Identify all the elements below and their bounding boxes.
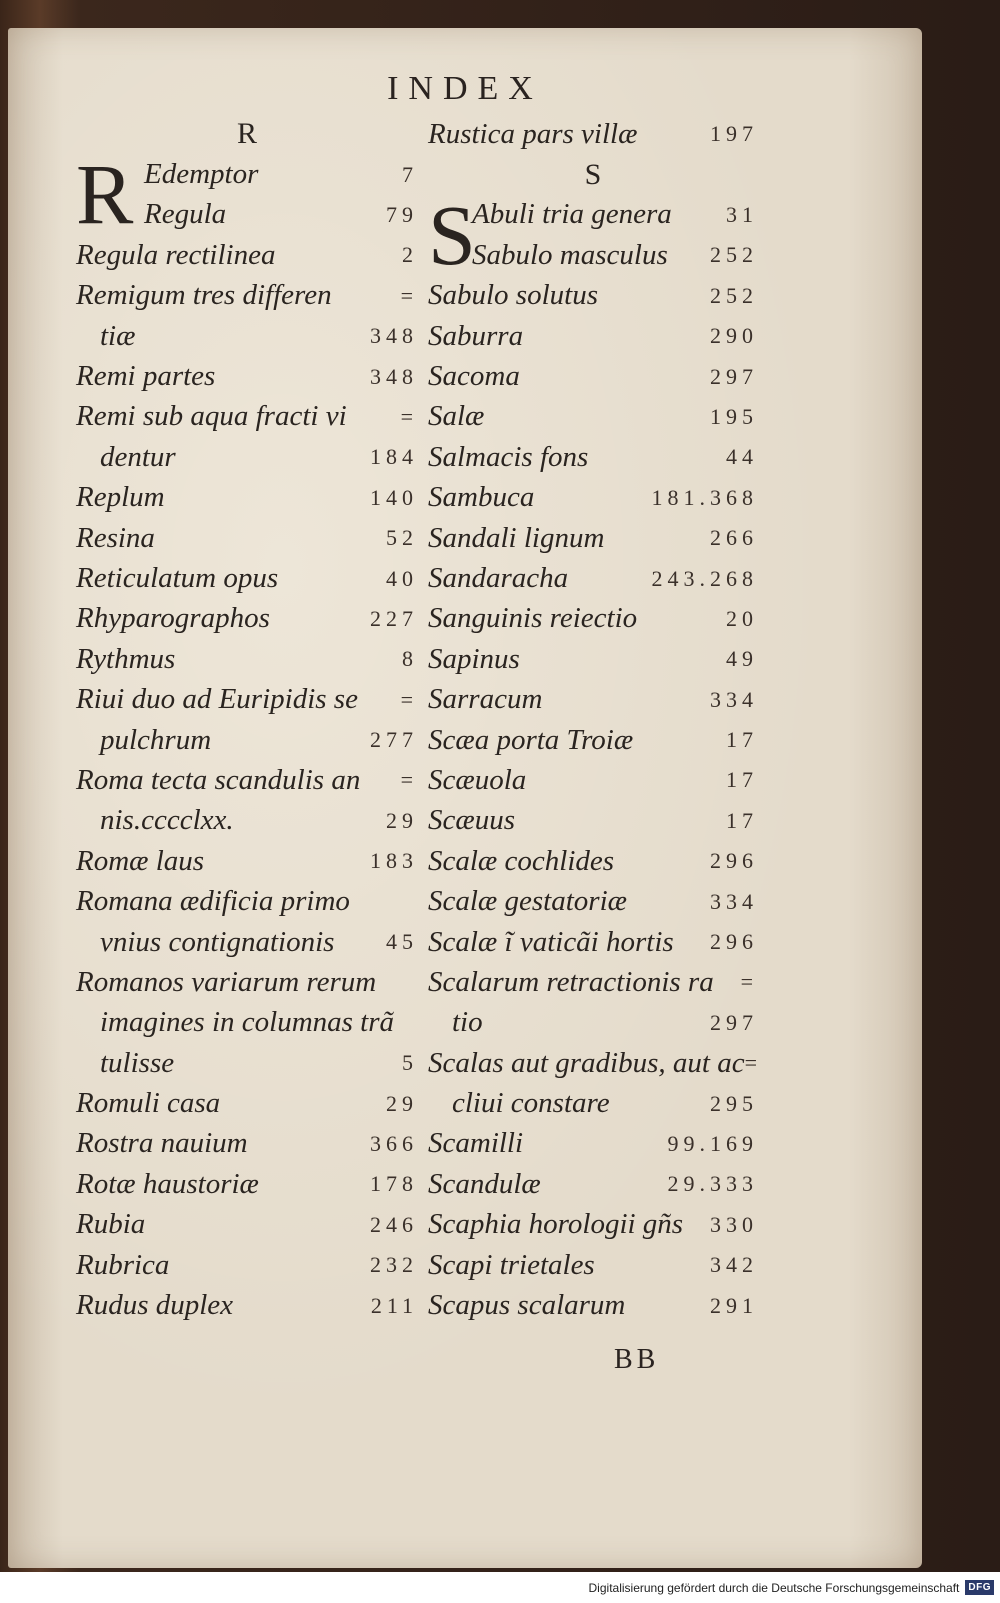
- entry-page-number: 17: [726, 727, 758, 753]
- index-entry: [76, 1205, 418, 1245]
- entry-term: Romæ laus: [76, 844, 205, 877]
- index-entry: [76, 679, 418, 719]
- entry-page-number: 29.333: [667, 1171, 758, 1197]
- entry-page-number: 178: [370, 1171, 418, 1197]
- entry-page-number: 44: [726, 444, 758, 470]
- entry-term: Edemptor: [144, 158, 259, 191]
- entry-page-number: =: [400, 403, 418, 429]
- entry-term: Reticulatum opus: [76, 562, 279, 594]
- entry-term: Sacoma: [428, 360, 520, 393]
- index-entry: [76, 881, 418, 921]
- entry-term: Salæ: [428, 400, 485, 433]
- index-entry: [428, 1285, 758, 1325]
- entry-term: Scalæ gestatoriæ: [428, 885, 627, 918]
- index-entry: [76, 1083, 418, 1123]
- entry-page-number: 17: [726, 767, 758, 793]
- index-entry: [76, 841, 418, 881]
- entry-term: cliui constare: [452, 1087, 610, 1120]
- entry-term: imagines in columnas trã: [100, 1006, 395, 1039]
- dropcap-entry-s: [428, 186, 758, 283]
- entry-page-number: 29: [386, 1090, 418, 1116]
- entry-term: Rhyparographos: [76, 602, 270, 635]
- index-entry: [76, 962, 418, 1002]
- index-entry: [428, 720, 758, 760]
- entry-term: Regula: [144, 198, 227, 231]
- entry-term: Scalæ ĩ vaticãi hortis: [428, 925, 674, 958]
- index-entry: [428, 679, 758, 719]
- index-entry: [76, 397, 418, 437]
- index-entry: [76, 639, 418, 679]
- index-entry: [428, 114, 758, 154]
- entry-page-number: 5: [402, 1050, 418, 1076]
- entry-page-number: 291: [710, 1292, 758, 1318]
- index-entry: [428, 1083, 758, 1123]
- entry-term: Sandaracha: [428, 562, 569, 594]
- entry-page-number: 140: [370, 484, 418, 510]
- entry-term: Sambuca: [428, 481, 535, 514]
- entry-page-number: 297: [710, 363, 758, 389]
- index-entry: [428, 962, 758, 1002]
- entry-page-number: 184: [370, 444, 418, 470]
- entry-term: Scamilli: [428, 1127, 524, 1160]
- entry-page-number: =: [740, 969, 758, 995]
- entry-term: Sandali lignum: [428, 521, 605, 554]
- entry-page-number: 181.368: [651, 484, 758, 510]
- index-entry: [76, 801, 418, 841]
- index-entry: [76, 1164, 418, 1204]
- entry-page-number: 348: [370, 323, 418, 349]
- section-letter-s: [428, 154, 758, 194]
- entry-page-number: 29: [386, 807, 418, 833]
- entry-page-number: 334: [710, 686, 758, 712]
- entry-term: Roma tecta scandulis an: [76, 763, 361, 796]
- entry-term: Scalas aut gradibus, aut ac: [428, 1046, 745, 1079]
- entry-term: Remi sub aqua fracti vi: [76, 400, 347, 433]
- entry-term: Sanguinis reiectio: [428, 602, 638, 635]
- entry-term: Romana ædificia primo: [76, 885, 350, 918]
- page-heading: INDEX: [387, 70, 543, 107]
- entry-page-number: 252: [710, 242, 758, 268]
- index-entry: [428, 922, 758, 962]
- entry-page-number: 243.268: [651, 565, 758, 591]
- index-entry: [76, 437, 418, 477]
- entry-term: nis.cccclxx.: [100, 804, 234, 837]
- index-entry: [428, 1043, 763, 1083]
- index-entry: [428, 801, 758, 841]
- entry-page-number: 197: [710, 121, 758, 147]
- entry-term: Rudus duplex: [76, 1289, 234, 1322]
- footer-credit-text: Digitalisierung gefördert durch die Deutsche Forschungsgemeinschaft: [588, 1580, 960, 1595]
- dfg-logo: DFG: [965, 1580, 994, 1595]
- index-entry: [76, 316, 418, 356]
- section-letter: R: [236, 117, 257, 151]
- entry-page-number: 79: [386, 201, 418, 227]
- index-entry: [76, 720, 418, 760]
- dropcap-initial: R: [76, 146, 134, 243]
- entry-term: Rostra nauium: [76, 1127, 248, 1160]
- entry-page-number: 99.169: [667, 1130, 758, 1156]
- entry-page-number: =: [400, 282, 418, 308]
- index-entry: [76, 356, 418, 396]
- entry-page-number: 17: [726, 807, 758, 833]
- entry-term: Scæuus: [428, 804, 515, 837]
- entry-page-number: 295: [710, 1090, 758, 1116]
- index-entry: [428, 437, 758, 477]
- digitization-footer: [0, 1572, 1000, 1603]
- entry-page-number: =: [744, 1050, 763, 1076]
- entry-page-number: =: [400, 767, 418, 793]
- entry-term: Riui duo ad Euripidis se: [76, 683, 358, 716]
- index-entry: [76, 760, 418, 800]
- entry-term: Saburra: [428, 319, 524, 352]
- entry-page-number: 342: [710, 1252, 758, 1278]
- dropcap-entry-r: [76, 146, 418, 243]
- index-entry: [76, 1003, 418, 1043]
- entry-term: Scalæ cochlides: [428, 844, 615, 877]
- index-entry: [472, 235, 758, 275]
- index-entry: [428, 1003, 758, 1043]
- entry-term: Scapi trietales: [428, 1248, 595, 1281]
- entry-term: pulchrum: [100, 723, 212, 756]
- entry-term: Sarracum: [428, 683, 543, 716]
- entry-page-number: 8: [402, 646, 418, 672]
- entry-term: Rustica pars villæ: [428, 117, 638, 150]
- right-entry-list: [428, 276, 763, 1326]
- index-entry: [76, 276, 418, 316]
- entry-page-number: 296: [710, 929, 758, 955]
- entry-term: Rythmus: [76, 642, 176, 675]
- entry-page-number: 49: [726, 646, 758, 672]
- entry-page-number: 334: [710, 888, 758, 914]
- entry-page-number: 20: [726, 605, 758, 631]
- left-entry-list: [76, 235, 418, 1326]
- entry-term: tio: [452, 1006, 483, 1039]
- entry-page-number: 296: [710, 848, 758, 874]
- section-letter: S: [584, 157, 602, 191]
- index-entry: [76, 478, 418, 518]
- entry-page-number: 348: [370, 363, 418, 389]
- entry-page-number: 330: [710, 1211, 758, 1237]
- index-entry: [428, 316, 758, 356]
- entry-term: Remigum tres differen: [76, 279, 332, 312]
- catchword: BB: [614, 1344, 660, 1375]
- entry-term: Rotæ haustoriæ: [76, 1167, 259, 1200]
- entry-page-number: 266: [710, 525, 758, 551]
- entry-term: Sapinus: [428, 642, 520, 675]
- entry-term: Scapus scalarum: [428, 1289, 626, 1322]
- index-entry: [428, 356, 758, 396]
- entry-term: Sabulo solutus: [428, 279, 598, 312]
- index-entry: [76, 1043, 418, 1083]
- entry-term: Rubrica: [76, 1248, 170, 1281]
- book-page: [8, 28, 922, 1568]
- entry-page-number: 290: [710, 323, 758, 349]
- entry-page-number: 252: [710, 282, 758, 308]
- entry-term: Replum: [76, 481, 165, 514]
- dropcap-initial: S: [428, 186, 476, 283]
- index-entry: [428, 1245, 758, 1285]
- index-entry: [144, 195, 418, 235]
- entry-page-number: =: [400, 686, 418, 712]
- entry-page-number: 2: [402, 242, 418, 268]
- entry-term: Sabulo masculus: [472, 238, 668, 271]
- entry-term: Scaphia horologii gñs: [428, 1208, 684, 1241]
- entry-page-number: 52: [386, 525, 418, 551]
- index-entry: [76, 1245, 418, 1285]
- entry-term: Romanos variarum rerum: [76, 965, 377, 998]
- index-entry: [428, 639, 758, 679]
- entry-page-number: 277: [370, 727, 418, 753]
- entry-page-number: 45: [386, 929, 418, 955]
- entry-page-number: 195: [710, 403, 758, 429]
- index-entry: [76, 1124, 418, 1164]
- entry-term: Scandulæ: [428, 1167, 541, 1200]
- index-entry: [428, 1124, 758, 1164]
- index-entry: [428, 478, 758, 518]
- entry-term: Scæa porta Troiæ: [428, 723, 634, 756]
- entry-page-number: 211: [370, 1292, 418, 1318]
- entry-term: Rubia: [76, 1208, 146, 1241]
- entry-term: tiæ: [100, 319, 136, 352]
- entry-term: Regula rectilinea: [76, 238, 276, 271]
- entry-page-number: 40: [386, 565, 418, 591]
- index-entry: [428, 518, 758, 558]
- entry-page-number: 232: [370, 1252, 418, 1278]
- entry-page-number: 227: [370, 605, 418, 631]
- entry-page-number: 246: [370, 1211, 418, 1237]
- index-entry: [76, 235, 418, 275]
- entry-term: Scalarum retractionis ra: [428, 965, 714, 998]
- index-entry: [76, 518, 418, 558]
- entry-page-number: 297: [710, 1009, 758, 1035]
- entry-page-number: 7: [402, 161, 418, 187]
- entry-page-number: 366: [370, 1130, 418, 1156]
- index-entry: [76, 922, 418, 962]
- index-entry: [428, 760, 758, 800]
- index-entry: [428, 1164, 758, 1204]
- left-index-column: [76, 114, 418, 1326]
- index-entry: [428, 1205, 758, 1245]
- entry-term: Resina: [76, 521, 155, 554]
- entry-term: Scæuola: [428, 763, 527, 796]
- entry-term: dentur: [100, 440, 176, 473]
- entry-page-number: 183: [370, 848, 418, 874]
- entry-term: tulisse: [100, 1046, 175, 1079]
- entry-term: Abuli tria genera: [472, 198, 672, 231]
- index-entry: [428, 558, 758, 598]
- index-entry: [428, 276, 758, 316]
- index-entry: [76, 1285, 418, 1325]
- index-entry: [144, 154, 418, 194]
- entry-term: Salmacis fons: [428, 440, 589, 473]
- index-entry: [76, 558, 418, 598]
- entry-page-number: 31: [726, 201, 758, 227]
- index-entry: [428, 397, 758, 437]
- entry-term: vnius contignationis: [100, 925, 335, 958]
- index-entry: [428, 841, 758, 881]
- index-entry: [428, 881, 758, 921]
- index-entry: [472, 195, 758, 235]
- entry-term: Romuli casa: [76, 1087, 221, 1120]
- right-index-column: [428, 114, 763, 1326]
- index-entry: [428, 599, 758, 639]
- entry-term: Remi partes: [76, 360, 216, 393]
- index-entry: [76, 599, 418, 639]
